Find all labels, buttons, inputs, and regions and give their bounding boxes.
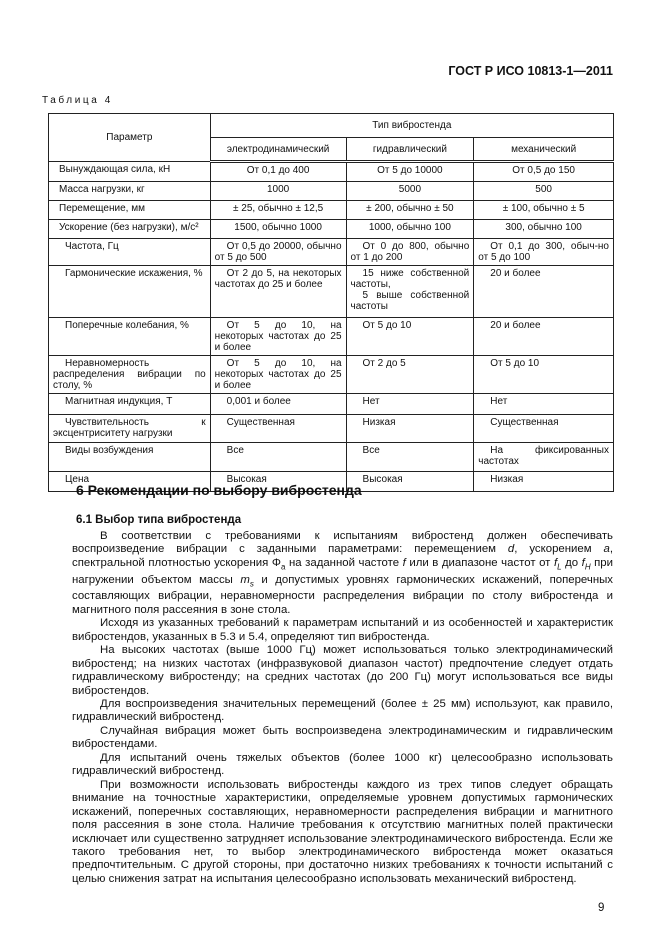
cell-text: От 5 до 10 [490, 358, 540, 369]
value-cell [474, 266, 614, 318]
value-cell [346, 318, 474, 356]
cell-text: На фиксированных частотах [478, 445, 609, 467]
table-caption: Таблица 4 [42, 95, 113, 106]
cell-text: От 5 до 10 [362, 320, 412, 331]
param-cell: Гармонические искажения, % [49, 266, 211, 318]
value-cell [210, 182, 346, 201]
param-cell: Перемещение, мм [49, 201, 211, 220]
param-header: Параметр [49, 114, 211, 162]
table-row [49, 415, 614, 443]
paragraph: Исходя из указанных требований к параметрам испытаний и из особенностей и характеристик вибростендов, указанных в 5.3 и 5.4, определяют тип вибростенда. [72, 617, 613, 643]
table-row [49, 162, 614, 182]
param-cell: Ускорение (без нагрузки), м/с² [49, 220, 211, 239]
cell-text: 1500, обычно 1000 [234, 222, 322, 233]
table-row [49, 394, 614, 415]
cell-text: Высокая [362, 474, 403, 485]
paragraph: На высоких частотах (выше 1000 Гц) может использоваться только электродинамический вибростенд; на низких частотах (инфразвуковой диапазон частот) предпочтение следует отдать гидравлическому вибростенду; на средних частотах (до 200 Гц) могут использоваться все виды вибростендов. [72, 644, 613, 697]
cell-text: Низкая [490, 474, 524, 485]
value-cell [474, 239, 614, 266]
cell-text: 5000 [398, 184, 422, 195]
param-cell: Поперечные колебания, % [49, 318, 211, 356]
param-cell: Масса нагрузки, кг [49, 182, 211, 201]
value-cell [346, 443, 474, 472]
table-row [49, 201, 614, 220]
group-header: Тип вибростенда [210, 114, 613, 138]
value-cell [474, 201, 614, 220]
param-cell: Частота, Гц [49, 239, 211, 266]
value-cell [346, 239, 474, 266]
paragraph: Для воспроизведения значительных перемещений (более ± 25 мм) используют, как правило, гидравлический вибростенд. [72, 698, 613, 724]
cell-text: 5 выше собственной частоты [350, 290, 470, 312]
value-cell [474, 415, 614, 443]
value-cell [210, 220, 346, 239]
cell-text: 500 [535, 184, 552, 195]
value-cell [474, 472, 614, 492]
value-cell [346, 266, 474, 318]
cell-text: 15 ниже собственной частоты, [350, 268, 470, 290]
cell-text: ± 200, обычно ± 50 [366, 203, 454, 214]
value-cell [346, 182, 474, 201]
value-cell [474, 394, 614, 415]
table-row [49, 443, 614, 472]
value-cell [210, 415, 346, 443]
table-row [49, 182, 614, 201]
cell-text: От 0,5 до 150 [512, 165, 575, 176]
cell-text: 300, обычно 100 [505, 222, 582, 233]
value-cell [210, 443, 346, 472]
value-cell [346, 394, 474, 415]
cell-text: 1000, обычно 100 [368, 222, 451, 233]
cell-text: От 2 до 5 [362, 358, 406, 369]
value-cell [210, 162, 346, 182]
cell-text: От 0 до 800, обычно от 1 до 200 [350, 241, 470, 263]
cell-text: Высокая [226, 474, 267, 485]
value-cell [346, 415, 474, 443]
paragraph: В соответствии с требованиями к испытаниям вибростенд должен обеспечивать воспроизведение вибрации с заданными параметрами: перемещением d, ускорением a, спектральной плотностью ускорения $\Phi_a$ на заданной частоте f или в диапазоне частот от $f_L$ до $f_H$ при нагружении объектом массы $m_s$ и допустимых уровнях гармонических искажений, поперечных составляющих вибрации, неравномерности распределения вибрации по столу вибростенда и магнитного поля рассеяния в зоне стола. [72, 530, 614, 616]
table-row [49, 318, 614, 356]
table-row [49, 239, 614, 266]
cell-text: ± 100, обычно ± 5 [502, 203, 585, 214]
cell-text: От 5 до 10000 [377, 165, 443, 176]
value-cell [346, 201, 474, 220]
param-cell: Чувствительность к эксцентриситету нагрузки [49, 415, 211, 443]
value-cell [474, 318, 614, 356]
value-cell [210, 266, 346, 318]
value-cell [474, 443, 614, 472]
cell-text: Все [226, 445, 244, 456]
page-number: 9 [598, 902, 605, 914]
cell-text: От 0,1 до 300, обыч-но от 5 до 100 [478, 241, 609, 263]
paragraph: Для испытаний очень тяжелых объектов (более 1000 кг) целесообразно использовать гидравлический вибростенд. [72, 751, 613, 778]
paragraph: Случайная вибрация может быть воспроизведена электродинамическим и гидравлическим вибростендами. [72, 724, 613, 751]
cell-text: От 5 до 10, на некоторых частотах до 25 и более [214, 320, 342, 353]
value-cell [346, 472, 474, 492]
section-title: 6 Рекомендации по выбору вибростенда [76, 482, 362, 498]
cell-text: Нет [362, 396, 380, 407]
value-cell [210, 394, 346, 415]
value-cell [210, 318, 346, 356]
cell-text: От 2 до 5, на некоторых частотах до 25 и более [214, 268, 342, 290]
cell-text: 1000 [266, 184, 290, 195]
table-row [49, 220, 614, 239]
cell-text: Все [362, 445, 380, 456]
cell-text: Существенная [226, 417, 295, 428]
cell-text: Существенная [490, 417, 559, 428]
cell-text: От 0,1 до 400 [246, 165, 310, 176]
value-cell [346, 356, 474, 394]
cell-text: ± 25, обычно ± 12,5 [232, 203, 324, 214]
paragraph: При возможности использовать вибростенды каждого из трех типов следует обращать внимание на точностные характеристики, определяемые уровнем допустимых гармонических искажений, поперечных составляющих, неравномерности распределения вибрации и магнитного поля рассеяния в зоне стола. Наличие требования к отсутствию магнитных полей практически исключает или существенно затрудняет использование электродинамического вибростенда. Если же такого требования нет, то выбор электродинамического вибростенда может оказаться предпочтительным. С другой стороны, при достаточно низких требованиях к точности испытаний с целью снижения затрат на испытания целесообразно использовать механический вибростенд. [72, 778, 613, 885]
value-cell [346, 162, 474, 182]
param-cell: Виды возбуждения [49, 443, 211, 472]
cell-text: От 5 до 10, на некоторых частотах до 25 и более [214, 358, 342, 391]
cell-text: От 0,5 до 20000, обычно от 5 до 500 [214, 241, 342, 263]
table-row [49, 356, 614, 394]
column-header: механический [474, 138, 614, 162]
value-cell [474, 182, 614, 201]
value-cell [474, 162, 614, 182]
document-header: ГОСТ Р ИСО 10813-1—2011 [448, 64, 613, 78]
cell-text: 20 и более [490, 268, 541, 279]
value-cell [346, 220, 474, 239]
param-cell: Магнитная индукция, Т [49, 394, 211, 415]
vibration-table [48, 113, 614, 492]
body-text [72, 530, 613, 886]
value-cell [474, 356, 614, 394]
column-header: электродинамический [210, 138, 346, 162]
value-cell [210, 356, 346, 394]
phi-symbol: $\Phi_a$ [271, 556, 286, 572]
param-cell: Вынуждающая сила, кН [49, 162, 211, 182]
cell-text: 0,001 и более [226, 396, 291, 407]
subsection-title: 6.1 Выбор типа вибростенда [76, 514, 242, 526]
value-cell [210, 201, 346, 220]
cell-text: Нет [490, 396, 508, 407]
cell-text: Низкая [362, 417, 396, 428]
value-cell [474, 220, 614, 239]
column-header: гидравлический [346, 138, 474, 162]
param-cell: Цена [49, 472, 211, 492]
value-cell [210, 239, 346, 266]
cell-text: 20 и более [490, 320, 541, 331]
table-row [49, 266, 614, 318]
param-cell: Неравномерность распределения вибрации по столу, % [49, 356, 211, 394]
